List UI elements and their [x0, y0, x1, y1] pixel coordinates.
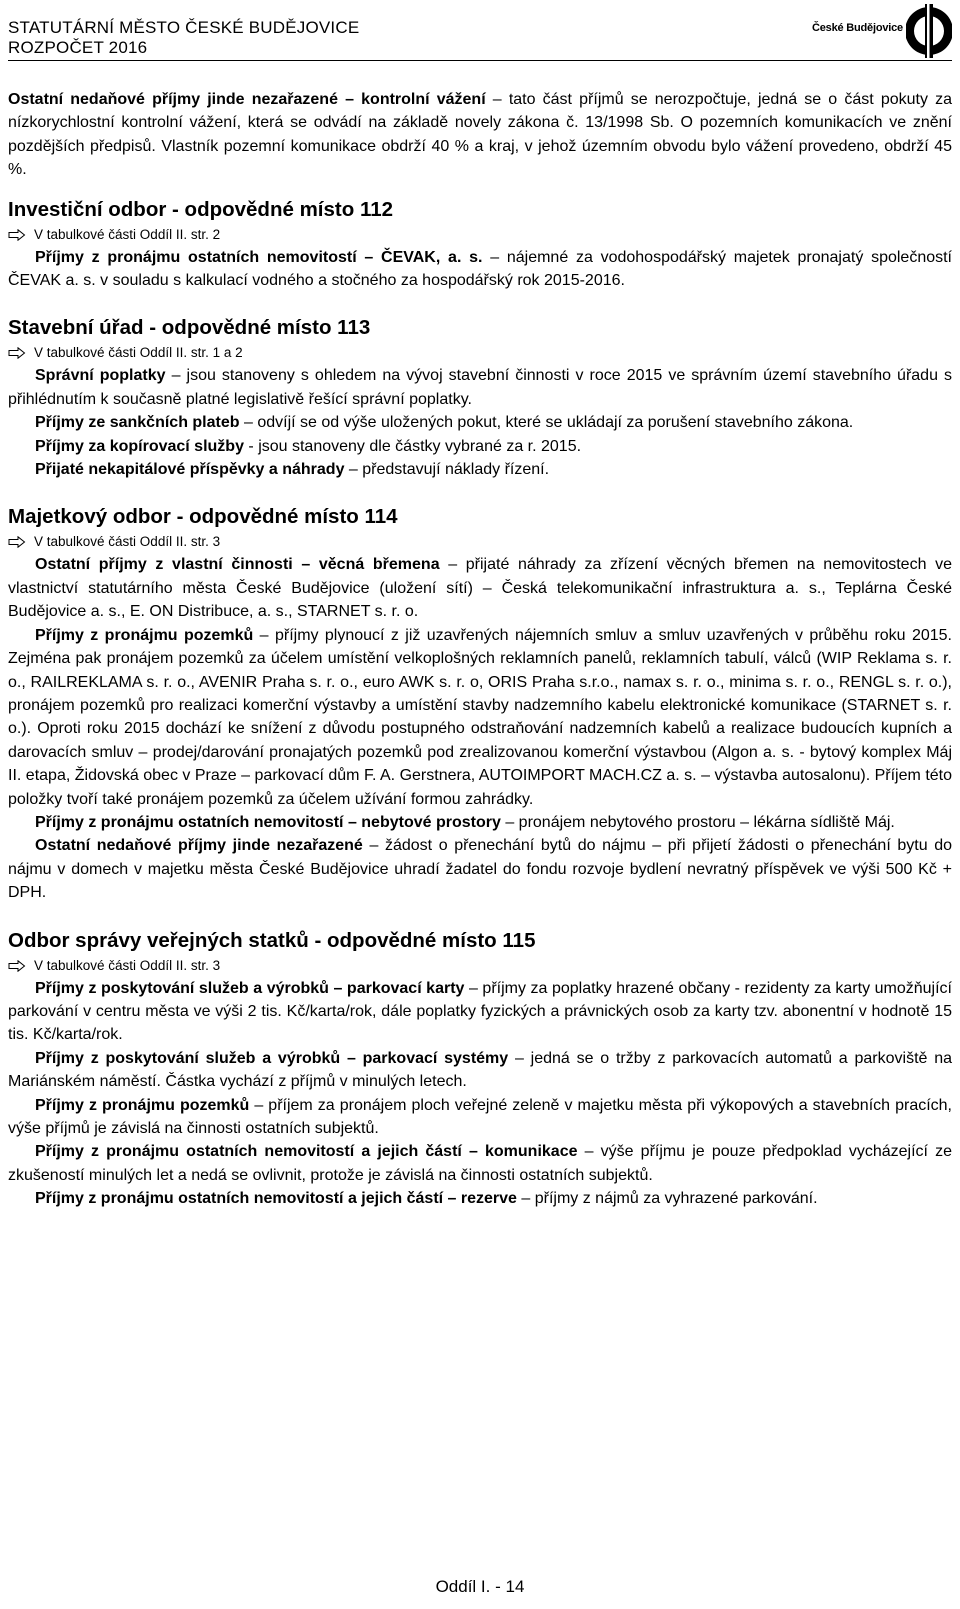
paragraph — [8, 834, 952, 904]
page-header — [8, 14, 952, 61]
term: Ostatní nedaňové příjmy jinde nezařazené – kontrolní vážení — [8, 91, 486, 108]
term-description: – příjem za pronájem ploch veřejné zeleně v majetku města při výkopových a stavebních pracích, výše příjmů je závislá na činnosti ostatních subjektů. — [8, 1096, 953, 1137]
term-description: – výše příjmu je pouze předpoklad vycházející ze zkušeností minulých let a nedá se ovlivnit, protože je závislá na činnosti ostatních subjektů. — [8, 1143, 953, 1184]
table-reference — [8, 955, 952, 977]
term-description: – přijaté náhrady za zřízení věcných břemen na nemovitostech ve vlastnictví statutárního města České Budějovice (uložení sítí) – Česká telekomunikační infrastruktura a. s., Teplárna České Budějovice a. s., E. ON Distribuce, a. s., STARNET s. r. o. — [8, 556, 953, 621]
term-description: – jsou stanoveny s ohledem na vývoj stavební činnosti v roce 2015 ve správním území stavebního úřadu s přihlédnutím k současně platné legislativě řešící správní poplatky. — [8, 367, 953, 408]
table-reference-text: V tabulkové části Oddíl II. str. 2 — [34, 226, 221, 242]
term-description: – odvíjí se od výše uložených pokut, které se ukládají za porušení stavebního zákona. — [239, 414, 854, 432]
term: Příjmy z pronájmu pozemků — [35, 626, 254, 644]
term-description: – tato část příjmů se nerozpočtuje, jedná se o část pokuty za nízkorychlostní kontrolní vážení, která se odvádí na základě novely zákona č. 13/1998 Sb. O pozemních komunikacích ve znění pozdějších předpisů. Vlastník pozemní komunikace obdrží 40 % a kraj, v jehož územním obvodu bylo vážení provedeno, obdrží 45 %. — [8, 91, 953, 179]
term: Příjmy z pronájmu ostatních nemovitostí a jejich částí – komunikace — [35, 1143, 578, 1161]
section-title-115: Odbor správy veřejných statků - odpovědné místo 115 — [8, 928, 536, 952]
paragraph — [8, 624, 952, 811]
paragraph — [8, 1187, 952, 1210]
term: Příjmy z pronájmu ostatních nemovitostí – ČEVAK, a. s. — [35, 248, 483, 266]
term: Ostatní příjmy z vlastní činnosti – věcná břemena — [35, 556, 440, 574]
header-city-name: STATUTÁRNÍ MĚSTO ČESKÉ BUDĚJOVICE — [8, 18, 360, 37]
term: Příjmy z pronájmu pozemků — [35, 1096, 250, 1114]
term: Příjmy z poskytování služeb a výrobků – parkovací karty — [35, 979, 465, 997]
paragraph — [8, 977, 952, 1047]
term-description: – nájemné za vodohospodářský majetek pronajatý společností ČEVAK a. s. v souladu s kalkulací vodného a stočného za hospodářský rok 2015-2016. — [8, 248, 953, 290]
term-description: – pronájem nebytového prostoru – lékárna sídliště Máj. — [500, 813, 895, 831]
city-logo-icon — [906, 4, 952, 58]
paragraph — [8, 246, 952, 293]
term-description: – představují náklady řízení. — [344, 461, 550, 479]
paragraph — [8, 811, 952, 834]
term-description: – žádost o přenechání bytů do nájmu – při přijetí žádosti o přenechání bytu do nájmu v domech v majetku města České Budějovice uhradí žadatel do fondu rozvoje bydlení nevratný příspěvek ve výši 500 Kč + DPH. — [8, 837, 953, 902]
paragraph — [8, 1047, 952, 1094]
term: Příjmy ze sankčních plateb — [35, 414, 240, 432]
term-description: – jedná se o tržby z parkovacích automatů a parkoviště na Mariánském náměstí. Částka vychází z příjmů v minulých letech. — [8, 1049, 952, 1091]
paragraph — [8, 553, 952, 623]
city-logo — [812, 4, 952, 58]
term: Příjmy z pronájmu ostatních nemovitostí a jejich částí – rezerve — [35, 1190, 517, 1208]
document-body — [8, 88, 952, 1211]
term-description: - jsou stanoveny dle částky vybrané za r. 2015. — [243, 437, 582, 455]
term-description: – příjmy plynoucí z již uzavřených nájemních smluv a smluv uzavřených v průběhu roku 2015. Zejména pak pronájem pozemků za účelem umístění velkoplošných reklamních panelů, reklamních tabulí, válců (WIP Reklama s. r. o., RAILREKLAMA s. r. o., AVENIR Praha s. r. o., euro AWK s. r. o, ORIS Praha s.r.o., namax s. r. o., minima s. r. o., RENGL s. r. o.), pronájem pozemků pro realizaci komerční výstavby a umístění stavby nadzemního kabelu elektronické komunikace (STARNET s. r. o.). Oproti roku 2015 dochází ke snížení z důvodu postupného odstraňování nadzemních kabelů a realizace budoucích kupních a darovacích smluv – prodej/darování pronajatých pozemků pod zrealizovanou komerční výstavbou (Algon a. s. - bytový komplex Máj II. etapa, Židovská obec v Praze – parkovací dům F. A. Gerstnera, AUTOIMPORT MACH.CZ a. s. – výstavba autosalonu). Příjem této položky tvoří také pronájem pozemků za účelem užívání formou zahrádky. — [8, 626, 952, 808]
page-number: Oddíl I. - 14 — [435, 1577, 525, 1596]
table-reference-text: V tabulkové části Oddíl II. str. 3 — [34, 534, 221, 550]
section-title-112: Investiční odbor - odpovědné místo 112 — [8, 197, 394, 221]
table-reference-text: V tabulkové části Oddíl II. str. 3 — [34, 957, 221, 973]
table-reference-text: V tabulkové části Oddíl II. str. 1 a 2 — [34, 345, 243, 361]
section-title-114: Majetkový odbor - odpovědné místo 114 — [8, 505, 398, 529]
paragraph — [8, 1140, 952, 1187]
paragraph — [8, 458, 952, 481]
right-arrow-outline-icon — [8, 347, 26, 359]
right-arrow-outline-icon — [8, 960, 26, 972]
paragraph — [8, 364, 952, 411]
right-arrow-outline-icon — [8, 229, 26, 241]
term: Příjmy z poskytování služeb a výrobků – parkovací systémy — [35, 1049, 509, 1067]
term: Příjmy z pronájmu ostatních nemovitostí – nebytové prostory — [35, 813, 501, 831]
term-description: – příjmy za poplatky hrazené občany - rezidenty za karty umožňující parkování v centru města ve výši 2 tis. Kč/karta/rok, dále poplatky fyzických a právnických osob za karty tzv. abonentní v hodnotě 15 tis. Kč/karta/rok. — [8, 979, 952, 1044]
paragraph — [8, 1094, 952, 1141]
table-reference — [8, 224, 952, 246]
paragraph-kontrolni-vazeni — [8, 88, 952, 182]
section-title-113: Stavební úřad - odpovědné místo 113 — [8, 316, 371, 340]
term: Příjmy za kopírovací služby — [35, 437, 244, 455]
table-reference — [8, 531, 952, 553]
term-description: – příjmy z nájmů za vyhrazené parkování. — [516, 1190, 818, 1208]
paragraph — [8, 435, 952, 458]
paragraph — [8, 411, 952, 434]
logo-text: České Budějovice — [812, 22, 903, 34]
header-budget-year: ROZPOČET 2016 — [8, 38, 148, 57]
right-arrow-outline-icon — [8, 536, 26, 548]
table-reference — [8, 342, 952, 364]
term: Správní poplatky — [35, 367, 166, 385]
term: Ostatní nedaňové příjmy jinde nezařazené — [35, 837, 363, 855]
term: Přijaté nekapitálové příspěvky a náhrady — [35, 461, 345, 479]
